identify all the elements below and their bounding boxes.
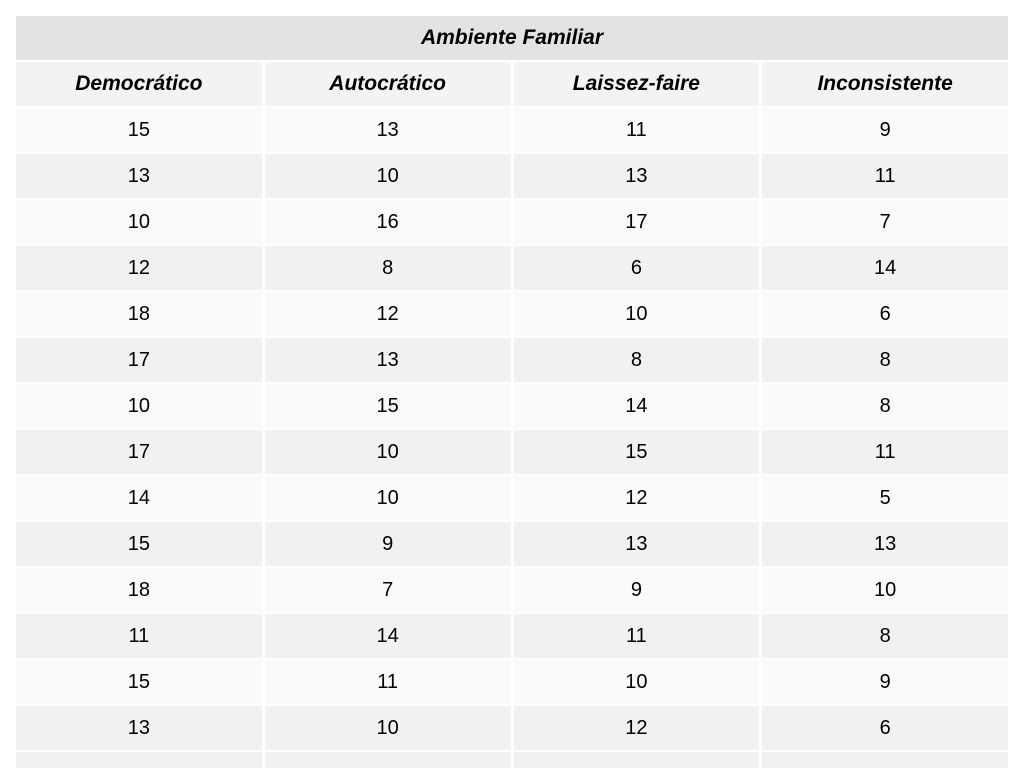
table-cell: 7 (762, 200, 1008, 246)
table-cell: 13 (762, 522, 1008, 568)
table-cell: 15 (16, 522, 262, 568)
table-cell: 13 (514, 522, 760, 568)
table-cell: 11 (514, 108, 760, 154)
table-cell: 12 (16, 246, 262, 292)
table-cell: 15 (16, 108, 262, 154)
column-header-autocratico: Autocrático (265, 62, 511, 108)
table-cell: 6 (762, 292, 1008, 338)
table-cell: 15 (514, 430, 760, 476)
table-row (16, 108, 1008, 154)
table-cell: 16 (265, 200, 511, 246)
table-cell: 17 (16, 430, 262, 476)
table-cell: 11 (16, 614, 262, 660)
table-cell: 6 (514, 246, 760, 292)
table-cell-empty (514, 752, 760, 770)
table-row (16, 200, 1008, 246)
table-cell: 14 (514, 384, 760, 430)
table-cell: 10 (16, 384, 262, 430)
table-row (16, 706, 1008, 752)
table-cell: 13 (265, 108, 511, 154)
table-cell: 10 (514, 660, 760, 706)
table-cell: 9 (762, 660, 1008, 706)
group-header: Ambiente Familiar (16, 16, 1008, 62)
table-cell: 10 (265, 154, 511, 200)
table-cell: 10 (265, 476, 511, 522)
table-cell: 14 (16, 476, 262, 522)
column-header-inconsistente: Inconsistente (762, 62, 1008, 108)
table-row (16, 614, 1008, 660)
table-cell: 12 (514, 476, 760, 522)
table-cell: 15 (16, 660, 262, 706)
table-cell: 13 (514, 154, 760, 200)
table-row-partial (16, 752, 1008, 770)
column-header-laissez-faire: Laissez-faire (514, 62, 760, 108)
table-cell: 12 (514, 706, 760, 752)
table-cell: 13 (16, 154, 262, 200)
table-cell: 10 (265, 706, 511, 752)
table-cell: 10 (265, 430, 511, 476)
table-cell: 17 (16, 338, 262, 384)
table-cell: 8 (762, 338, 1008, 384)
table-cell: 5 (762, 476, 1008, 522)
table-cell-empty (762, 752, 1008, 770)
table-cell: 11 (762, 154, 1008, 200)
table-cell: 8 (762, 614, 1008, 660)
table-row (16, 154, 1008, 200)
table-cell: 10 (762, 568, 1008, 614)
table-cell: 6 (762, 706, 1008, 752)
table-cell-empty (16, 752, 262, 770)
table-cell: 12 (265, 292, 511, 338)
table-cell: 18 (16, 568, 262, 614)
column-header-row (16, 62, 1008, 108)
table-row (16, 522, 1008, 568)
table-cell: 10 (514, 292, 760, 338)
table-row (16, 292, 1008, 338)
table-cell: 8 (762, 384, 1008, 430)
table-cell: 8 (514, 338, 760, 384)
table-row (16, 246, 1008, 292)
group-header-row (16, 16, 1008, 62)
table-cell: 14 (762, 246, 1008, 292)
table-cell: 9 (762, 108, 1008, 154)
table-cell: 18 (16, 292, 262, 338)
table-cell: 7 (265, 568, 511, 614)
table-cell: 9 (265, 522, 511, 568)
column-header-democratico: Democrático (16, 62, 262, 108)
table-row (16, 384, 1008, 430)
table-body (16, 108, 1008, 770)
table-cell: 17 (514, 200, 760, 246)
data-table (13, 16, 1011, 770)
data-table-container (16, 16, 1008, 770)
table-row (16, 430, 1008, 476)
table-cell: 14 (265, 614, 511, 660)
table-cell: 10 (16, 200, 262, 246)
table-row (16, 568, 1008, 614)
table-cell: 9 (514, 568, 760, 614)
table-cell: 8 (265, 246, 511, 292)
table-cell: 11 (762, 430, 1008, 476)
table-cell: 11 (514, 614, 760, 660)
table-cell-empty (265, 752, 511, 770)
table-head (16, 16, 1008, 108)
table-row (16, 660, 1008, 706)
table-cell: 13 (16, 706, 262, 752)
table-row (16, 476, 1008, 522)
table-cell: 15 (265, 384, 511, 430)
table-cell: 11 (265, 660, 511, 706)
table-cell: 13 (265, 338, 511, 384)
table-row (16, 338, 1008, 384)
